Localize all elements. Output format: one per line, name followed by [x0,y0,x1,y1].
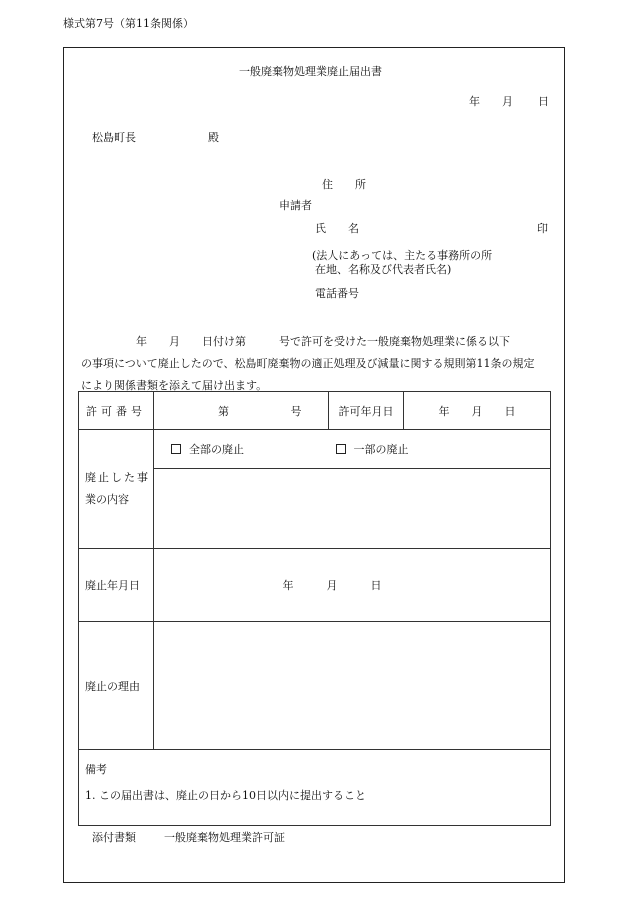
option-part-label: 一部の廃止 [353,443,409,456]
attachments-label: 添付書類 [92,831,136,844]
abolish-date-row [79,549,551,622]
permit-row [79,392,551,430]
reason-row [79,622,551,750]
permit-number-label: 許可番号 [79,392,154,430]
options-row [79,430,551,469]
permit-number-field[interactable] [154,392,329,430]
date-month-label: 月 [502,95,513,108]
addressee-name: 松島町長 [92,131,136,144]
remarks-row [79,750,551,826]
addressee-honorific: 殿 [208,131,219,144]
content-label-line1: 廃止した事 [85,471,150,484]
permit-date-label: 許可年月日 [329,392,404,430]
corp-note-line2: 在地、名称及び代表者氏名) [315,263,452,276]
phone-label: 電話番号 [315,287,359,300]
corp-note-line1: (法人にあっては、主たる事務所の所 [312,249,493,262]
date-year-label: 年 [469,95,480,108]
statement-line3: により関係書類を添えて届け出ます。 [81,379,268,392]
attachments-value: 一般廃棄物処理業許可証 [164,831,285,844]
remarks-cell [79,750,551,826]
permit-number-suffix: 号 [290,404,302,418]
notification-table [78,391,551,826]
name-label: 氏 名 [315,222,359,235]
form-title: 一般廃棄物処理業廃止届出書 [239,65,382,78]
permit-date-field[interactable]: 年 月 日 [404,392,551,430]
permit-number-prefix: 第 [218,404,229,418]
seal-mark: 印 [537,222,548,235]
content-detail-field[interactable] [154,469,551,549]
reason-field[interactable] [154,622,551,750]
options-cell [154,430,551,469]
form-code: 様式第7号（第11条関係） [63,17,194,30]
content-label [79,430,154,549]
address-label: 住 所 [322,178,366,191]
option-part-checkbox[interactable] [336,444,346,454]
option-part[interactable] [336,441,409,457]
option-all-checkbox[interactable] [171,444,181,454]
option-all[interactable] [171,441,244,457]
reason-label: 廃止の理由 [79,622,154,750]
statement-paragraph [81,331,561,397]
abolish-date-label: 廃止年月日 [79,549,154,622]
remarks-heading: 備考 [85,763,107,776]
content-label-line2: 業の内容 [85,493,129,506]
statement-line1: 年 月 日付け第 号で許可を受けた一般廃棄物処理業に係る以下 [81,335,510,348]
abolish-date-field[interactable]: 年 月 日 [154,549,551,622]
statement-line2: の事項について廃止したので、松島町廃棄物の適正処理及び減量に関する規則第11条の規定 [81,357,535,370]
applicant-label: 申請者 [279,199,312,212]
date-day-label: 日 [538,95,549,108]
option-all-label: 全部の廃止 [189,443,244,456]
remarks-item1: 1. この届出書は、廃止の日から10日以内に提出すること [85,789,366,802]
